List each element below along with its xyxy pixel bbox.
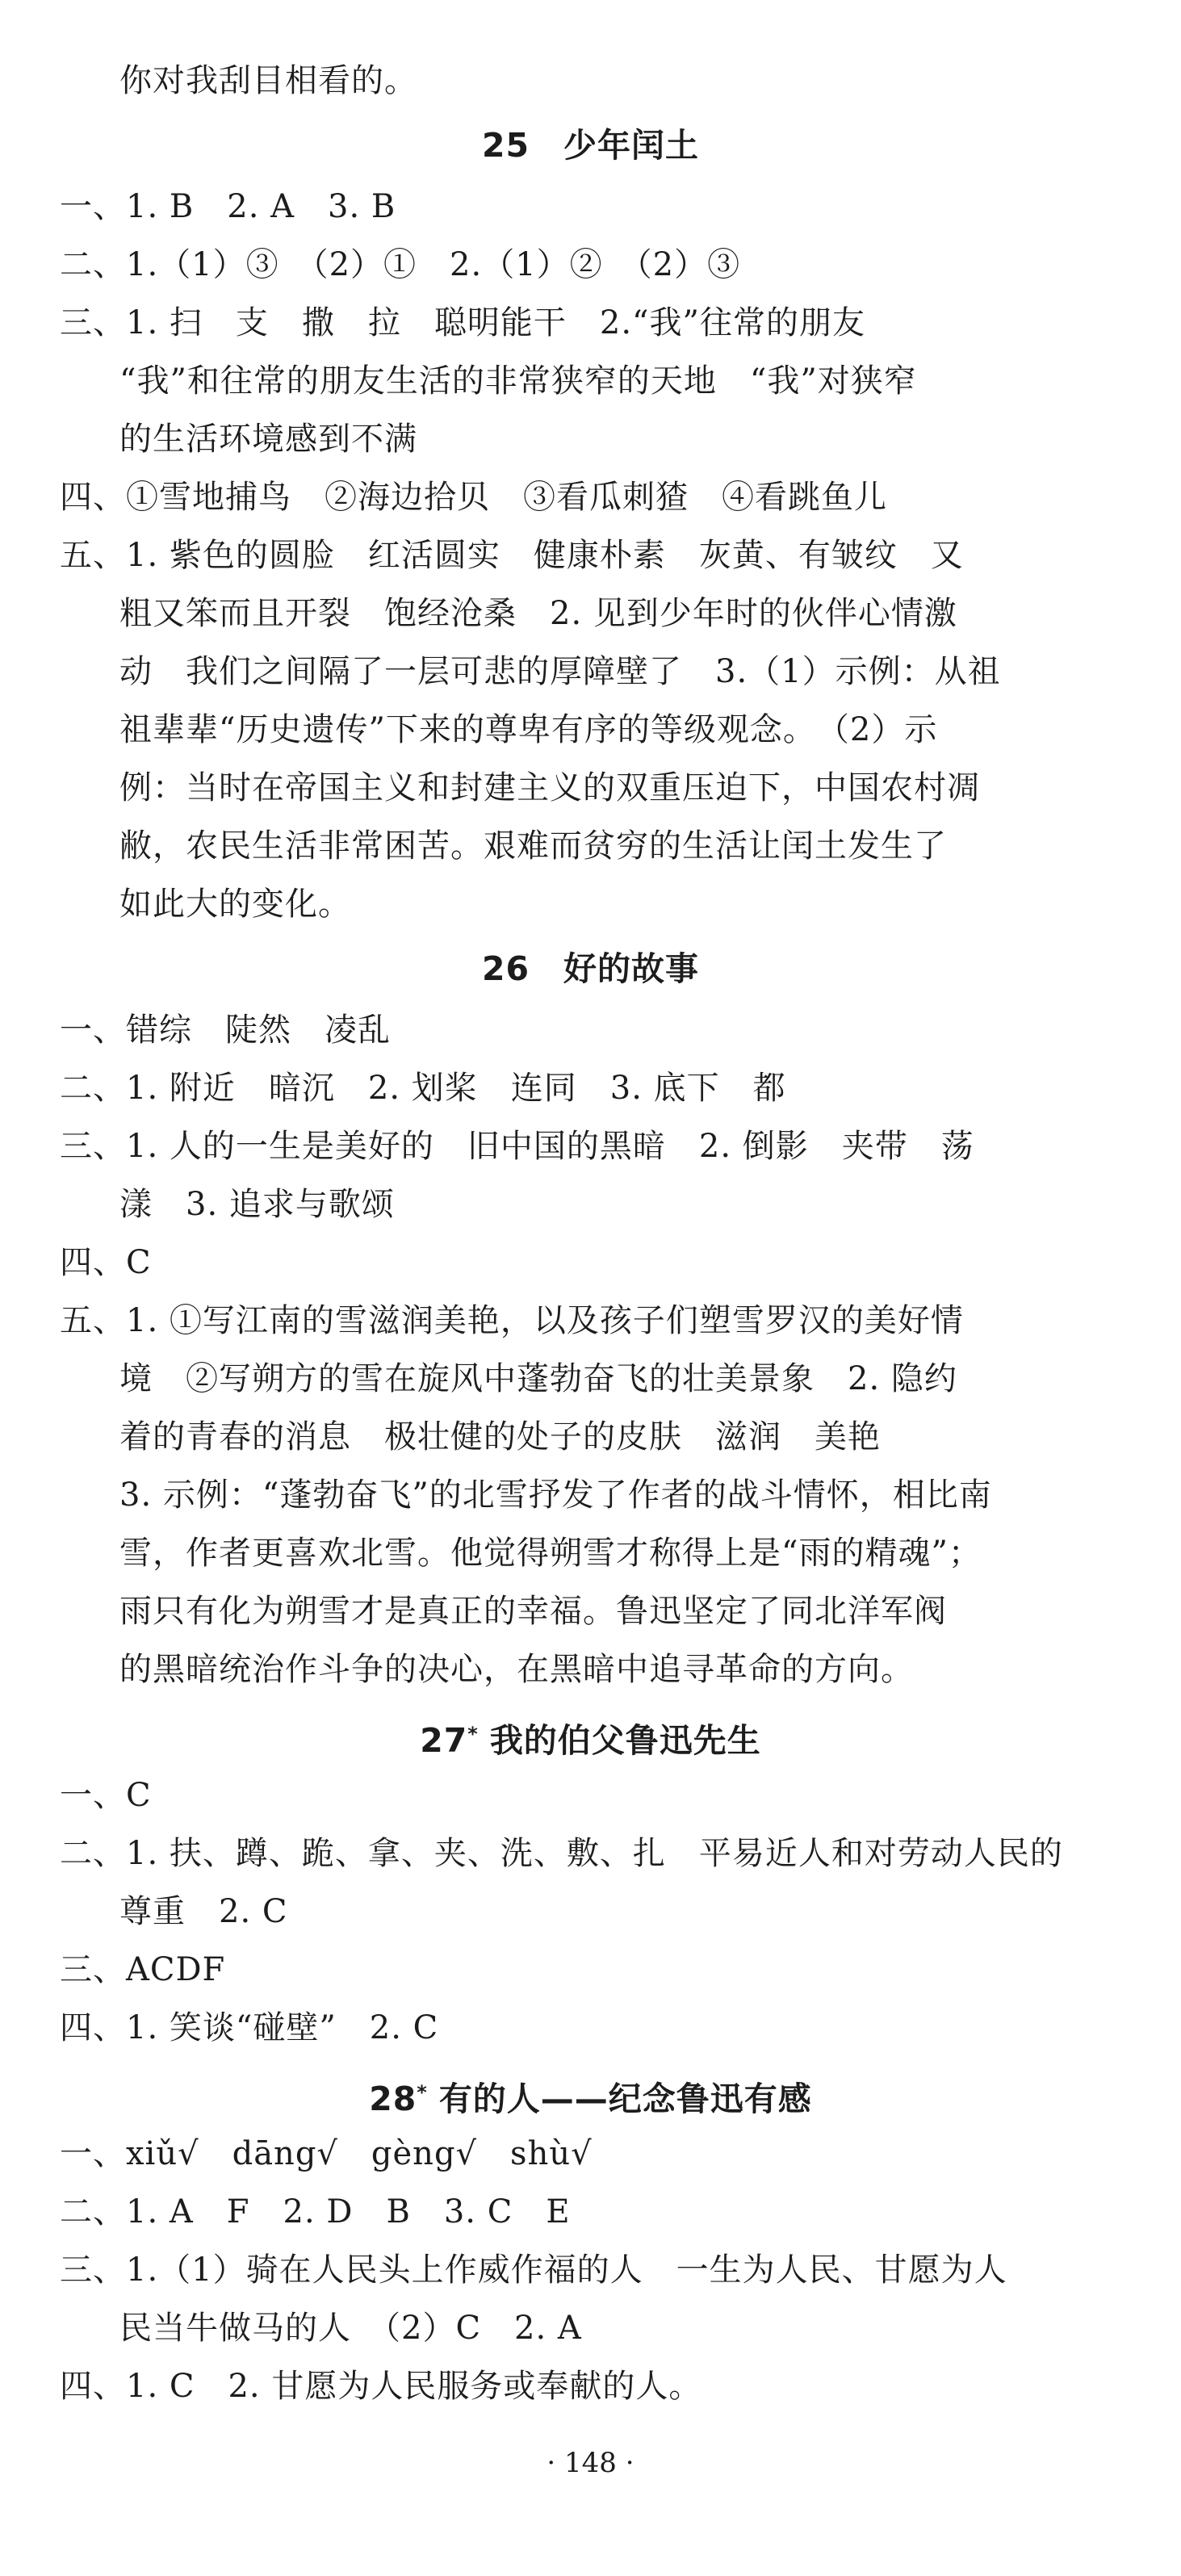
section-title: 有的人——纪念鲁迅有感 [438, 2080, 812, 2118]
answer-line: 五、1. ①写江南的雪滋润美艳，以及孩子们塑雪罗汉的美好情 [60, 1302, 964, 1339]
answer-line: 尊重 2. C [119, 1893, 288, 1930]
section-heading-28 [0, 2068, 1181, 2123]
answer-line: 的生活环境感到不满 [119, 421, 417, 458]
answer-line: 如此大的变化。 [119, 886, 351, 923]
answer-line: 例：当时在帝国主义和封建主义的双重压迫下，中国农村凋 [119, 769, 980, 806]
intro-line: 你对我刮目相看的。 [119, 62, 417, 99]
answer-line: 的黑暗统治作斗争的决心，在黑暗中追寻革命的方向。 [119, 1651, 914, 1688]
answer-line: 一、1. B 2. A 3. B [60, 188, 396, 225]
answer-line: 三、ACDF [60, 1951, 226, 1988]
section-title: 我的伯父鲁迅先生 [489, 1721, 761, 1760]
answer-line: 雨只有化为朔雪才是真正的幸福。鲁迅坚定了同北洋军阀 [119, 1593, 947, 1630]
section-number: 28 [369, 2080, 417, 2118]
answer-line: 民当牛做马的人 （2）C 2. A [119, 2310, 582, 2347]
answer-line: 一、xiǔ√ dāng√ gèng√ shù√ [60, 2135, 593, 2172]
answer-line: 三、1. 扫 支 撒 拉 聪明能干 2.“我”往常的朋友 [60, 304, 865, 341]
section-number: 25 [481, 126, 530, 165]
answer-line: 动 我们之间隔了一层可悲的厚障壁了 3.（1）示例：从祖 [119, 653, 1001, 690]
answer-line: 祖辈辈“历史遗传”下来的尊卑有序的等级观念。 （2）示 [119, 711, 938, 748]
answer-line: 境 ②写朔方的雪在旋风中蓬勃奋飞的壮美景象 2. 隐约 [119, 1360, 957, 1397]
optional-lesson-mark: * [417, 2081, 428, 2104]
section-title: 少年闰土 [563, 126, 700, 165]
answer-line: 五、1. 紫色的圆脸 红活圆实 健康朴素 灰黄、有皱纹 又 [60, 537, 964, 574]
answer-line: 二、1. 附近 暗沉 2. 划桨 连同 3. 底下 都 [60, 1070, 786, 1107]
section-heading-26 [0, 945, 1181, 993]
answer-line: 三、1. 人的一生是美好的 旧中国的黑暗 2. 倒影 夹带 荡 [60, 1128, 974, 1165]
optional-lesson-mark: * [467, 1723, 479, 1745]
section-heading-25 [0, 121, 1181, 170]
answer-line: 二、1. 扶、蹲、跪、拿、夹、洗、敷、扎 平易近人和对劳动人民的 [60, 1835, 1063, 1872]
answer-line: 二、1. A F 2. D B 3. C E [60, 2193, 571, 2230]
answer-line: 四、1. 笑谈“碰壁” 2. C [60, 2009, 439, 2046]
answer-line: 四、①雪地捕鸟 ②海边拾贝 ③看瓜刺猹 ④看跳鱼儿 [60, 479, 887, 516]
answer-line: 四、C [60, 1244, 152, 1281]
answer-line: 敝，农民生活非常困苦。艰难而贫穷的生活让闰土发生了 [119, 827, 947, 865]
answer-line: 四、1. C 2. 甘愿为人民服务或奉献的人。 [60, 2368, 702, 2405]
section-number: 26 [481, 949, 530, 988]
section-title: 好的故事 [563, 949, 700, 988]
answer-line: 雪，作者更喜欢北雪。他觉得朔雪才称得上是“雨的精魂”； [119, 1535, 982, 1572]
answer-line: 一、C [60, 1777, 152, 1814]
answer-line: 二、1.（1）③ （2）① 2.（1）② （2）③ [60, 246, 741, 283]
answer-line: 一、错综 陡然 凌乱 [60, 1012, 391, 1049]
answer-line: 3. 示例：“蓬勃奋飞”的北雪抒发了作者的战斗情怀，相比南 [119, 1476, 992, 1514]
answer-line: 粗又笨而且开裂 饱经沧桑 2. 见到少年时的伙伴心情激 [119, 595, 957, 632]
answer-line: 着的青春的消息 极壮健的处子的皮肤 滋润 美艳 [119, 1418, 881, 1456]
section-number: 27 [420, 1721, 468, 1760]
answer-line: 漾 3. 追求与歌颂 [119, 1186, 395, 1223]
section-heading-27 [0, 1710, 1181, 1765]
answer-line: “我”和往常的朋友生活的非常狭窄的天地 “我”对狭窄 [119, 362, 917, 400]
answer-line: 三、1.（1）骑在人民头上作威作福的人 一生为人民、甘愿为人 [60, 2251, 1007, 2289]
page-number: · 148 · [547, 2447, 634, 2479]
